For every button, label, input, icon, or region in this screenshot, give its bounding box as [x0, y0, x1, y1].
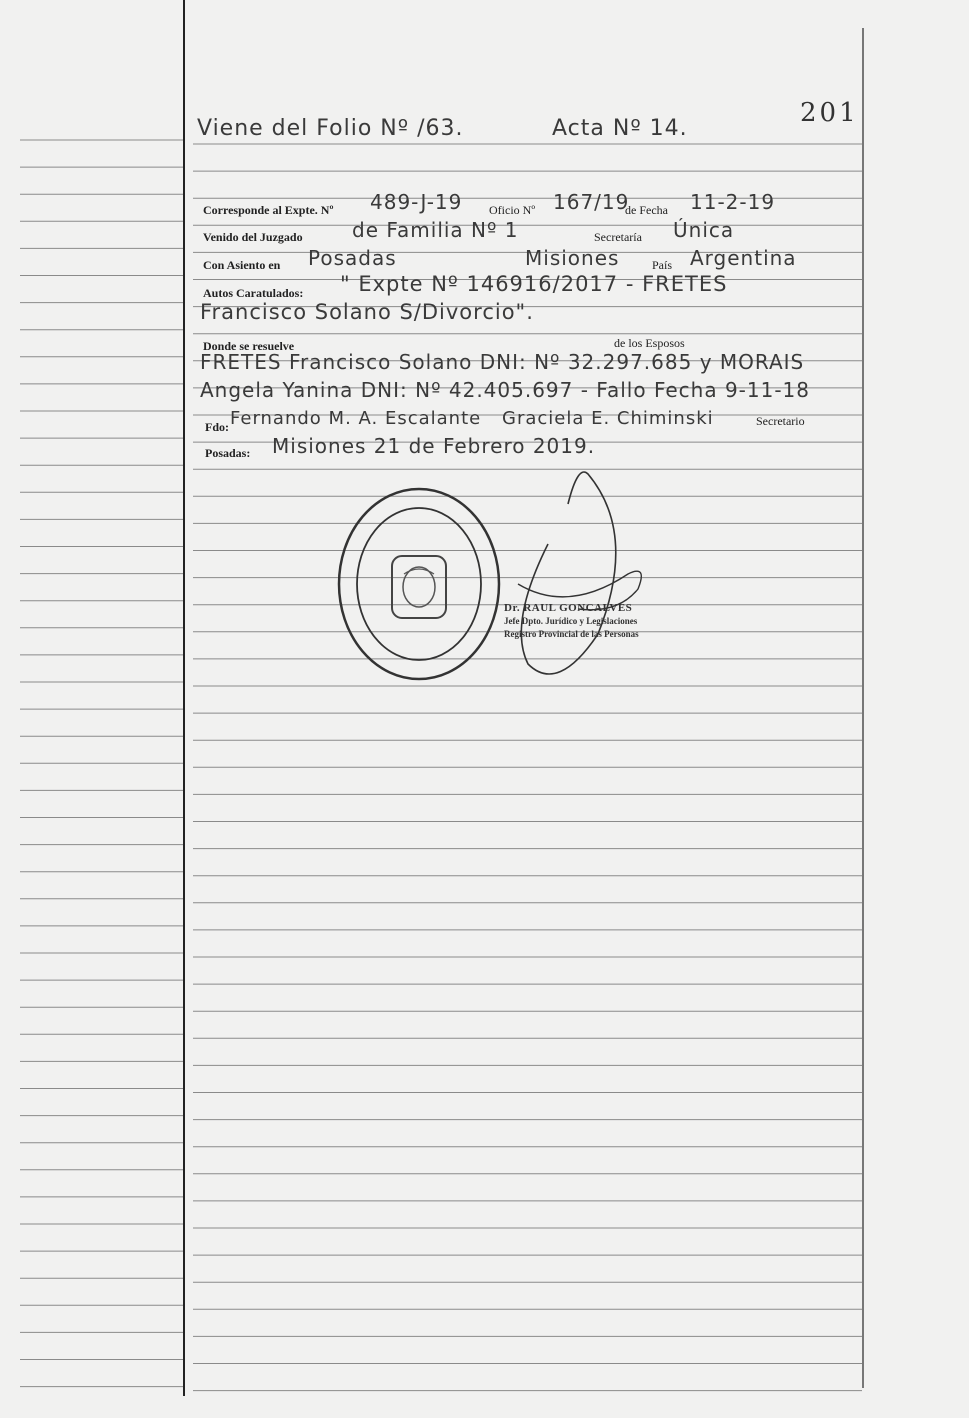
field-value-oficio: 167/19	[553, 190, 630, 214]
field-label-oficio: Oficio Nº	[489, 203, 536, 217]
field-value-asiento: Posadas	[308, 246, 397, 270]
field-value-juez: Fernando M. A. Escalante	[230, 408, 482, 429]
field-value-pais: Argentina	[690, 246, 797, 270]
signature-scrawl	[488, 464, 688, 694]
field-value-fecha: 11-2-19	[690, 190, 776, 214]
signature-block	[504, 602, 639, 641]
field-value-provincia: Misiones	[525, 246, 620, 270]
field-value-secretaria-firma: Graciela E. Chiminski	[502, 408, 714, 429]
field-value-juzgado: de Familia Nº 1	[352, 218, 519, 242]
field-label-posadas: Posadas:	[205, 446, 251, 460]
field-value-fecha-lugar: Misiones 21 de Febrero 2019.	[272, 434, 596, 458]
field-label-esposos: de los Esposos	[614, 336, 685, 350]
margin-line	[183, 0, 185, 1396]
field-label-asiento: Con Asiento en	[203, 258, 281, 272]
field-label-pais: País	[652, 258, 673, 272]
page-right-edge	[862, 28, 864, 1388]
field-value-autos-cont: Francisco Solano S/Divorcio".	[200, 300, 534, 324]
folio-header: Viene del Folio Nº /63.	[197, 116, 464, 141]
field-label-secretaria: Secretaría	[594, 230, 642, 244]
signatory-name: Dr. RAUL GONCALVES	[504, 602, 633, 614]
field-label-secretario: Secretario	[756, 414, 805, 428]
signatory-office: Registro Provincial de las Personas	[504, 629, 639, 639]
field-label-expte: Corresponde al Expte. Nº	[203, 203, 334, 217]
field-value-esposo: FRETES Francisco Solano DNI: Nº 32.297.685 y MORAIS	[200, 350, 805, 374]
field-label-juzgado: Venido del Juzgado	[203, 230, 303, 244]
field-label-resuelve: Donde se resuelve	[203, 339, 295, 353]
field-value-expte: 489-J-19	[370, 190, 463, 214]
field-value-esposa: Angela Yanina DNI: Nº 42.405.697 - Fallo Fecha 9-11-18	[200, 378, 810, 402]
field-label-autos: Autos Caratulados:	[203, 286, 304, 300]
field-label-fdo: Fdo:	[205, 420, 229, 434]
official-seal-stamp	[334, 484, 504, 684]
acta-header: Acta Nº 14.	[552, 116, 688, 141]
field-value-secretaria: Única	[673, 218, 735, 242]
page-number: 201	[800, 98, 859, 128]
field-label-fecha: de Fecha	[625, 203, 668, 217]
field-value-autos: " Expte Nº 146916/2017 - FRETES	[340, 272, 728, 296]
signatory-title: Jefe Dpto. Jurídico y Legislaciones	[504, 616, 638, 626]
